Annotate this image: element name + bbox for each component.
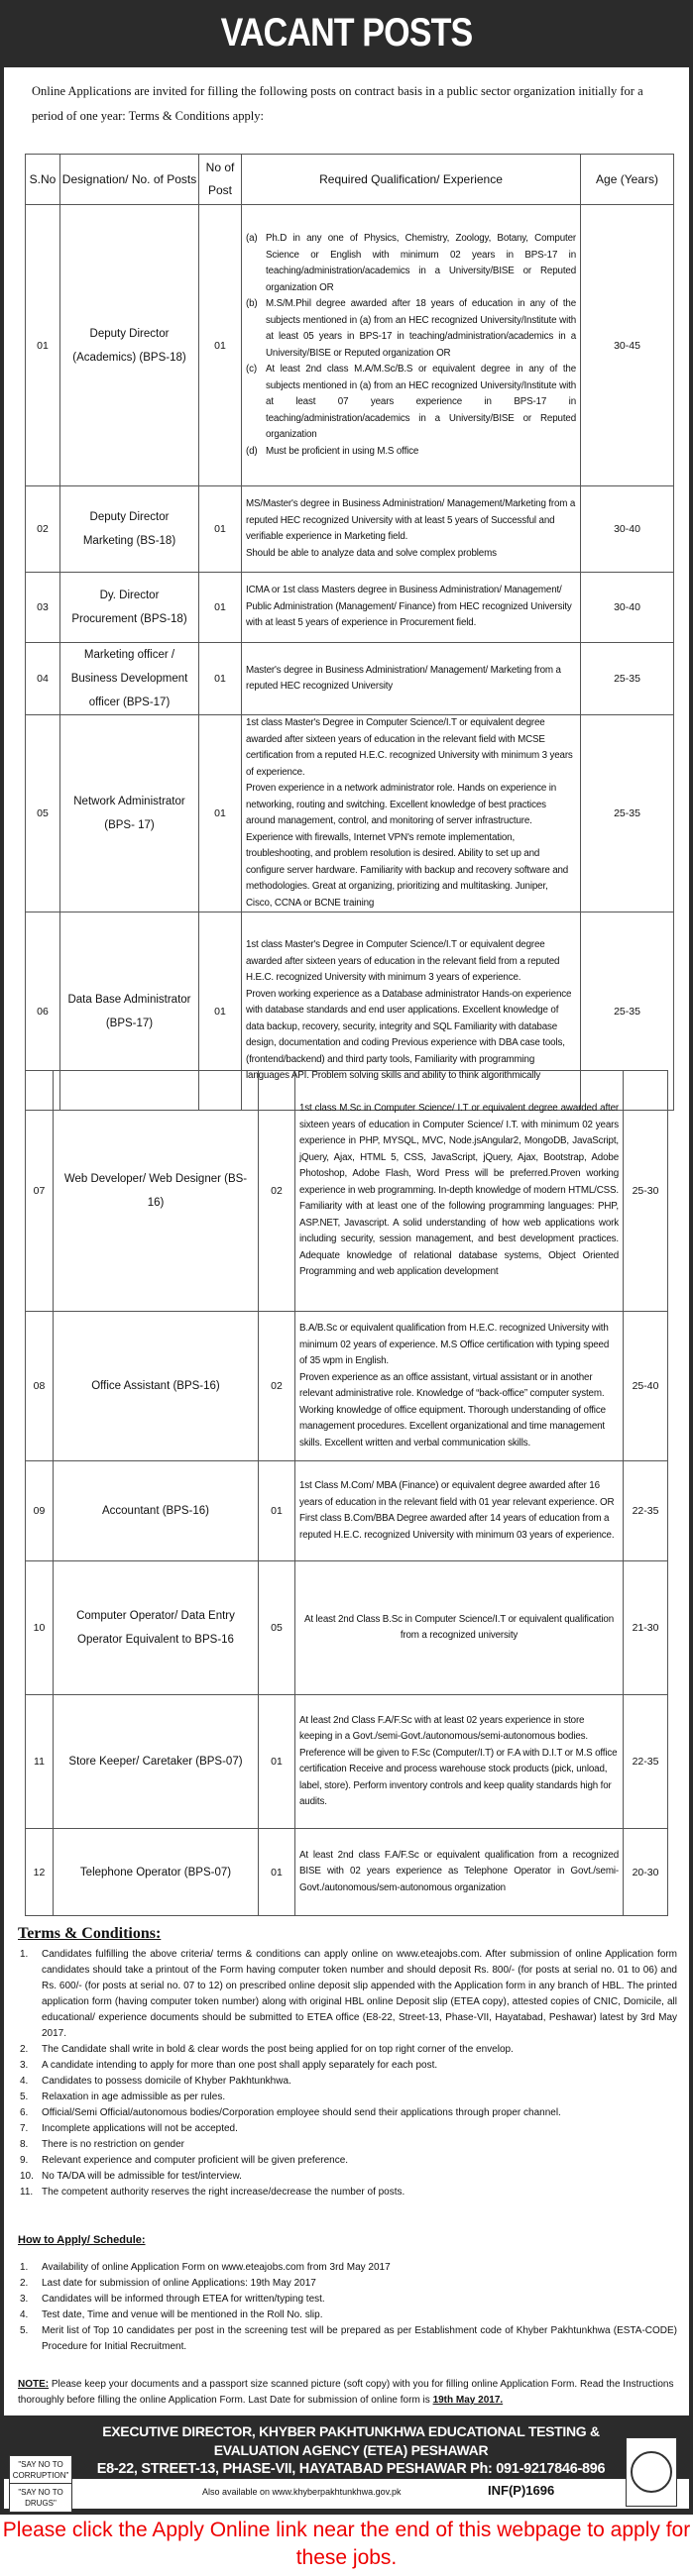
- item-text: Official/Semi Official/autonomous bodies/Corporation employee should send their applications through proper channel.: [42, 2107, 561, 2118]
- item-number: 1.: [20, 1949, 29, 1960]
- item-text: M.S/M.Phil degree awarded after 18 years of education in any of the subjects mentioned in (a) from an HEC recognized University/Institute with at least 05 years in BPS-17 in teaching/administration/academics in a University/BISE or Reputed organization OR: [266, 298, 576, 359]
- qualification-paragraph: ICMA or 1st class Masters degree in Business Administration/ Management/ Public Administration (Management/ Finance) from HEC recognized University with at least 5 years of experience in Procurement field.: [246, 585, 572, 629]
- number-of-posts: 01: [199, 573, 242, 643]
- term-item: [18, 2058, 677, 2074]
- item-letter: (a): [246, 233, 258, 244]
- age-range: 25-35: [581, 715, 674, 912]
- terms-list: [18, 1947, 677, 2200]
- term-item: [18, 2169, 677, 2185]
- serial-number: 08: [26, 1312, 54, 1461]
- serial-number: 09: [26, 1461, 54, 1561]
- designation: Store Keeper/ Caretaker (BPS-07): [54, 1695, 259, 1829]
- item-text: Availability of online Application Form on www.eteajobs.com from 3rd May 2017: [42, 2262, 391, 2273]
- seal-icon: [631, 2451, 672, 2493]
- apply-step: [18, 2323, 677, 2355]
- item-text: Candidates to possess domicile of Khyber Pakhtunkhwa.: [42, 2076, 291, 2087]
- term-item: [18, 2074, 677, 2090]
- term-item: [18, 1947, 677, 2042]
- item-number: 1.: [20, 2262, 29, 2273]
- item-number: 11.: [20, 2187, 34, 2198]
- qualification-paragraph: 1st class M.Sc in Computer Science/ I.T or equivalent degree awarded after sixteen years of education in Computer Science/ I.T. with minimum 02 years experience in PHP, MYSQL, MVC, Node.jsAngular2, MongoDB, JavaScript, jQuery, Ajax, HTML 5, CSS, JavaScript, jQuery, Ajax, Bootstrap, Adobe Photoshop, Adobe Flash, Word Press will be preferred.Proven working experience in web programming. In-depth knowledge of modern HTML/CSS. Familiarity with at least one of the following programming languages: PHP, ASP.NET, Javascript. A solid understanding of how web applications work including security, session management, and best development practices. Adequate knowledge of relational database systems, Object Oriented Programming and web application development: [299, 1103, 619, 1278]
- serial-number: 01: [26, 205, 60, 486]
- serial-number: 12: [26, 1829, 54, 1916]
- header-no-of-post: No of Post: [199, 155, 242, 205]
- number-of-posts: 02: [259, 1312, 295, 1461]
- term-item: [18, 2121, 677, 2137]
- item-number: 9.: [20, 2155, 29, 2166]
- number-of-posts: 01: [199, 486, 242, 573]
- age-range: 25-35: [581, 643, 674, 715]
- serial-number: 04: [26, 643, 60, 715]
- age-range: 20-30: [624, 1829, 668, 1916]
- item-text: Test date, Time and venue will be mentioned in the Roll No. slip.: [42, 2309, 323, 2320]
- table-row: [26, 1561, 668, 1695]
- item-text: A candidate intending to apply for more than one post shall apply separately for each post.: [42, 2060, 438, 2071]
- item-number: 6.: [20, 2107, 29, 2118]
- age-range: 25-40: [624, 1312, 668, 1461]
- item-letter: (d): [246, 445, 258, 457]
- qualification: [295, 1461, 624, 1561]
- serial-number: 06: [26, 912, 60, 1111]
- intro-text: Online Applications are invited for filling the following posts on contract basis in a public sector organization initially for a period of one year: Terms & Conditions apply:: [32, 84, 643, 123]
- item-text: Ph.D in any one of Physics, Chemistry, Zoology, Botany, Computer Science or English with minimum 02 years in BPS-17 in teaching/administration/academics in a University/BISE or Reputed organization OR: [266, 233, 576, 293]
- qualification-paragraph: Should be able to analyze data and solve complex problems: [246, 547, 497, 559]
- footer-line-1: EXECUTIVE DIRECTOR, KHYBER PAKHTUNKHWA EDUCATIONAL TESTING &: [102, 2423, 600, 2439]
- term-item: [18, 2105, 677, 2121]
- item-number: 5.: [20, 2092, 29, 2102]
- item-letter: (c): [246, 364, 257, 375]
- header-age: Age (Years): [581, 155, 674, 205]
- posts-table-2: [25, 1070, 668, 1916]
- designation: Accountant (BPS-16): [54, 1461, 259, 1561]
- qualification-item: [246, 231, 576, 296]
- qualification-paragraph: At least 2nd class F.A/F.Sc or equivalent qualification from a recognized BISE with 02 years experience as Telephone Operator in Govt./semi-Govt./autonomous/sem-autonomous organization: [299, 1849, 619, 1893]
- qualification-paragraph: 1st class Master's Degree in Computer Science/I.T or equivalent degree awarded after sixteen years of education in the relevant field from a reputed H.E.C. recognized University with minimum 3 years of experience.: [246, 939, 560, 984]
- qualification-paragraph: Proven working experience as a Database administrator Hands-on experience with database standards and end user applications. Excellent knowledge of data backup, recovery, security, integrity and SQL Familiarity with database design, documentation and coding Previous experience with DBA case tools, (frontend/backend) and third party tools, Familiarity with programming languages API. Problem solving skills and ability to think algorithmically: [246, 988, 572, 1082]
- age-range: 25-30: [624, 1071, 668, 1312]
- qualification: [295, 1829, 624, 1916]
- designation: Network Administrator (BPS- 17): [60, 715, 199, 912]
- header-qualification: Required Qualification/ Experience: [242, 155, 581, 205]
- number-of-posts: 02: [259, 1071, 295, 1312]
- number-of-posts: 01: [259, 1829, 295, 1916]
- qualification-paragraph: 1st class Master's Degree in Computer Science/I.T or equivalent degree awarded after sixteen years of education in the relevant field with MCSE certification from a reputed H.E.C. recognized University with minimum 3 years of experience.: [246, 717, 573, 778]
- designation: Deputy Director Marketing (BS-18): [60, 486, 199, 573]
- item-number: 10.: [20, 2171, 34, 2182]
- apply-step: [18, 2260, 677, 2276]
- item-number: 4.: [20, 2309, 29, 2320]
- item-number: 2.: [20, 2044, 29, 2055]
- serial-number: 02: [26, 486, 60, 573]
- page-title: VACANT POSTS: [220, 11, 473, 54]
- age-range: 21-30: [624, 1561, 668, 1695]
- qualification: [295, 1695, 624, 1829]
- qualification: [242, 486, 581, 573]
- number-of-posts: 01: [199, 715, 242, 912]
- number-of-posts: 01: [259, 1461, 295, 1561]
- designation: Computer Operator/ Data Entry Operator Equivalent to BPS-16: [54, 1561, 259, 1695]
- qualification-paragraph: At least 2nd Class B.Sc in Computer Science/I.T or equivalent qualification from a recognized university: [303, 1613, 615, 1641]
- qualification: [242, 715, 581, 912]
- terms-section: [18, 1925, 677, 2200]
- item-text: The Candidate shall write in bold & clear words the post being applied for on top right corner of the envelop.: [42, 2044, 514, 2055]
- term-item: [18, 2185, 677, 2200]
- term-item: [18, 2042, 677, 2058]
- qualification: [295, 1312, 624, 1461]
- qualification-paragraph: Master's degree in Business Administration/ Management/ Marketing from a reputed HEC recognized University: [246, 664, 561, 692]
- inf-code: INF(P)1696: [488, 2483, 555, 2498]
- age-range: 30-40: [581, 486, 674, 573]
- table-row: [26, 205, 674, 486]
- apply-step: [18, 2308, 677, 2323]
- also-available-text: Also available on www.khyberpakhtunkhwa.gov.pk: [202, 2487, 402, 2497]
- designation: Data Base Administrator (BPS-17): [60, 912, 199, 1111]
- apply-step: [18, 2276, 677, 2292]
- qualification: [295, 1561, 624, 1695]
- apply-heading: How to Apply/ Schedule:: [18, 2234, 146, 2246]
- item-text: Relevant experience and computer proficient will be given preference.: [42, 2155, 349, 2166]
- qualification: [242, 573, 581, 643]
- number-of-posts: 01: [199, 205, 242, 486]
- apply-step: [18, 2292, 677, 2308]
- qualification-item: [246, 444, 576, 461]
- table-row: [26, 486, 674, 573]
- term-item: [18, 2090, 677, 2105]
- item-text: There is no restriction on gender: [42, 2139, 184, 2150]
- qualification-paragraph: 1st Class M.Com/ MBA (Finance) or equivalent degree awarded after 16 years of education in the relevant field with 01 year relevant experience. OR: [299, 1480, 615, 1508]
- item-number: 2.: [20, 2278, 29, 2289]
- table-row: [26, 1829, 668, 1916]
- designation: Marketing officer / Business Development officer (BPS-17): [60, 643, 199, 715]
- apply-list: [18, 2260, 677, 2355]
- designation: Dy. Director Procurement (BPS-18): [60, 573, 199, 643]
- term-item: [18, 2137, 677, 2153]
- item-text: The competent authority reserves the right increase/decrease the number of posts.: [42, 2187, 405, 2198]
- footer-address: E8-22, STREET-13, PHASE-VII, HAYATABAD PESHAWAR Ph: 091-9217846-896: [96, 2461, 606, 2477]
- number-of-posts: 05: [259, 1561, 295, 1695]
- item-number: 8.: [20, 2139, 29, 2150]
- note-date: 19th May 2017.: [432, 2395, 504, 2406]
- terms-heading: Terms & Conditions:: [18, 1925, 162, 1942]
- item-text: Last date for submission of online Applications: 19th May 2017: [42, 2278, 316, 2289]
- say-no-corruption-badge: "SAY NO TO CORRUPTION": [9, 2455, 72, 2485]
- age-range: 25-35: [581, 912, 674, 1111]
- item-number: 3.: [20, 2060, 29, 2071]
- number-of-posts: 01: [259, 1695, 295, 1829]
- age-range: 22-35: [624, 1695, 668, 1829]
- table-row: [26, 1071, 668, 1312]
- qualification: [242, 643, 581, 715]
- qualification-paragraph: B.A/B.Sc or equivalent qualification from H.E.C. recognized University with minimum 02 years of experience. M.S Office certification with typing speed of 35 wpm in English.: [299, 1323, 610, 1366]
- note: [18, 2377, 677, 2409]
- term-item: [18, 2153, 677, 2169]
- qualification-paragraph: At least 2nd Class F.A/F.Sc with at least 02 years experience in store keeping in a Govt./semi-Govt./autonomous/semi-autonomous bodies. Preference will be given to F.Sc (Computer/I.T) or F.A with D.I.T or M.S office certification Receive and process warehouse stock products (pick, unload, label, store). Perform inventory controls and keep quality standards high for audits.: [299, 1714, 618, 1807]
- designation: Deputy Director (Academics) (BPS-18): [60, 205, 199, 486]
- item-text: No TA/DA will be admissible for test/interview.: [42, 2171, 242, 2182]
- item-number: 3.: [20, 2294, 29, 2305]
- apply-section: [18, 2234, 677, 2355]
- item-text: Relaxation in age admissible as per rules.: [42, 2092, 226, 2102]
- serial-number: 11: [26, 1695, 54, 1829]
- etea-logo: [626, 2437, 677, 2507]
- qualification-paragraph: Proven experience as an office assistant, virtual assistant or in another relevant administrative role. Knowledge of “back-office” computer system. Working knowledge of office equipment. Thorough understanding of office management procedures. Excellent organizational and time management skills. Excellent written and verbal communication skills.: [299, 1371, 606, 1449]
- qualification-paragraph: Proven experience in a network administrator role. Hands on experience in networking, routing and switching. Excellent knowledge of best practices around management, control, and monitoring of server infrastructure. Experience with firewalls, Internet VPN's remote implementation, troubleshooting, and problem resolution is desired. Ability to set up and configure server hardware. Familiarity with backup and recovery software and methodologies. Great at organizing, prioritizing and multitasking. Juniper, Cisco, CCNA or BCNE training: [246, 783, 569, 909]
- item-text: Candidates will be informed through ETEA for written/typing test.: [42, 2294, 325, 2305]
- qualification-paragraph: MS/Master's degree in Business Administration/ Management/Marketing from a reputed HEC recognized University with at least 5 years of Successful and verifiable experience in Marketing field.: [246, 498, 576, 542]
- note-text: Please keep your documents and a passport size scanned picture (soft copy) with you for filling online Application Form. Read the Instructions thoroughly before filling the online Application Form. Last Date for submission of online form is: [18, 2379, 674, 2406]
- qualification-paragraph: First class B.Com/BBA Degree awarded after 14 years of education from a reputed H.E.C. recognized University with minimum 03 years of experience.: [299, 1513, 615, 1541]
- posts-table-1: [25, 154, 674, 1111]
- serial-number: 07: [26, 1071, 54, 1312]
- qualification-item: [246, 296, 576, 362]
- item-letter: (b): [246, 298, 258, 309]
- designation: Web Developer/ Web Designer (BS-16): [54, 1071, 259, 1312]
- item-text: At least 2nd class M.A/M.Sc/B.S or equivalent degree in any of the subjects mentioned in (a) from an HEC recognized University/Institute with at least 07 years experience in BPS-17 in teaching/administration/academics in a University/BISE or Reputed organization: [266, 364, 576, 440]
- item-text: Must be proficient in using M.S office: [266, 445, 419, 457]
- age-range: 30-40: [581, 573, 674, 643]
- note-label: NOTE:: [18, 2379, 50, 2390]
- apply-online-message: Please click the Apply Online link near the end of this webpage to apply for these jobs.: [2, 2519, 691, 2569]
- serial-number: 05: [26, 715, 60, 912]
- item-text: Merit list of Top 10 candidates per post in the screening test will be prepared as per Establishment code of Khyber Pakhtunkhwa (ESTA-CODE) Procedure for Initial Recruitment.: [42, 2325, 677, 2352]
- item-text: Incomplete applications will not be accepted.: [42, 2123, 238, 2134]
- item-number: 5.: [20, 2325, 29, 2336]
- table-row: [26, 715, 674, 912]
- item-text: Candidates fulfilling the above criteria/ terms & conditions can apply online on www.eteajobs.com. After submission of online Application form candidates should take a printout of the Form having computer token number and should deposit Rs. 800/- (for posts at serial no. 01 to 06) and Rs. 600/- (for posts at serial no. 07 to 12) on prescribed online deposit slip appended with the Application form in any branch of HBL. The printed application form (having computer token number) along with original HBL online Deposit slip (ETEA copy), attested copies of CNIC, Domicile, all educational/ experience documents should be submitted to ETEA office (E8-22, Street-13, Phase-VII, Hayatabad, Peshawar) latest by 3rd May 2017.: [42, 1949, 677, 2039]
- qualification: [295, 1071, 624, 1312]
- age-range: 30-45: [581, 205, 674, 486]
- qualification: [242, 205, 581, 486]
- header-designation: Designation/ No. of Posts: [60, 155, 199, 205]
- item-number: 4.: [20, 2076, 29, 2087]
- table-row: [26, 1461, 668, 1561]
- header-sno: S.No: [26, 155, 60, 205]
- designation: Telephone Operator (BPS-07): [54, 1829, 259, 1916]
- designation: Office Assistant (BPS-16): [54, 1312, 259, 1461]
- age-range: 22-35: [624, 1461, 668, 1561]
- footer: [4, 2417, 689, 2507]
- table-row: [26, 1695, 668, 1829]
- serial-number: 03: [26, 573, 60, 643]
- footer-line-2: EVALUATION AGENCY (ETEA) PESHAWAR: [213, 2442, 489, 2458]
- qualification-item: [246, 362, 576, 444]
- table-row: [26, 643, 674, 715]
- say-no-drugs-badge: "SAY NO TO DRUGS": [9, 2483, 72, 2513]
- serial-number: 10: [26, 1561, 54, 1695]
- number-of-posts: 01: [199, 643, 242, 715]
- table-row: [26, 1312, 668, 1461]
- table-row: [26, 573, 674, 643]
- item-number: 7.: [20, 2123, 29, 2134]
- number-of-posts: 01: [199, 912, 242, 1111]
